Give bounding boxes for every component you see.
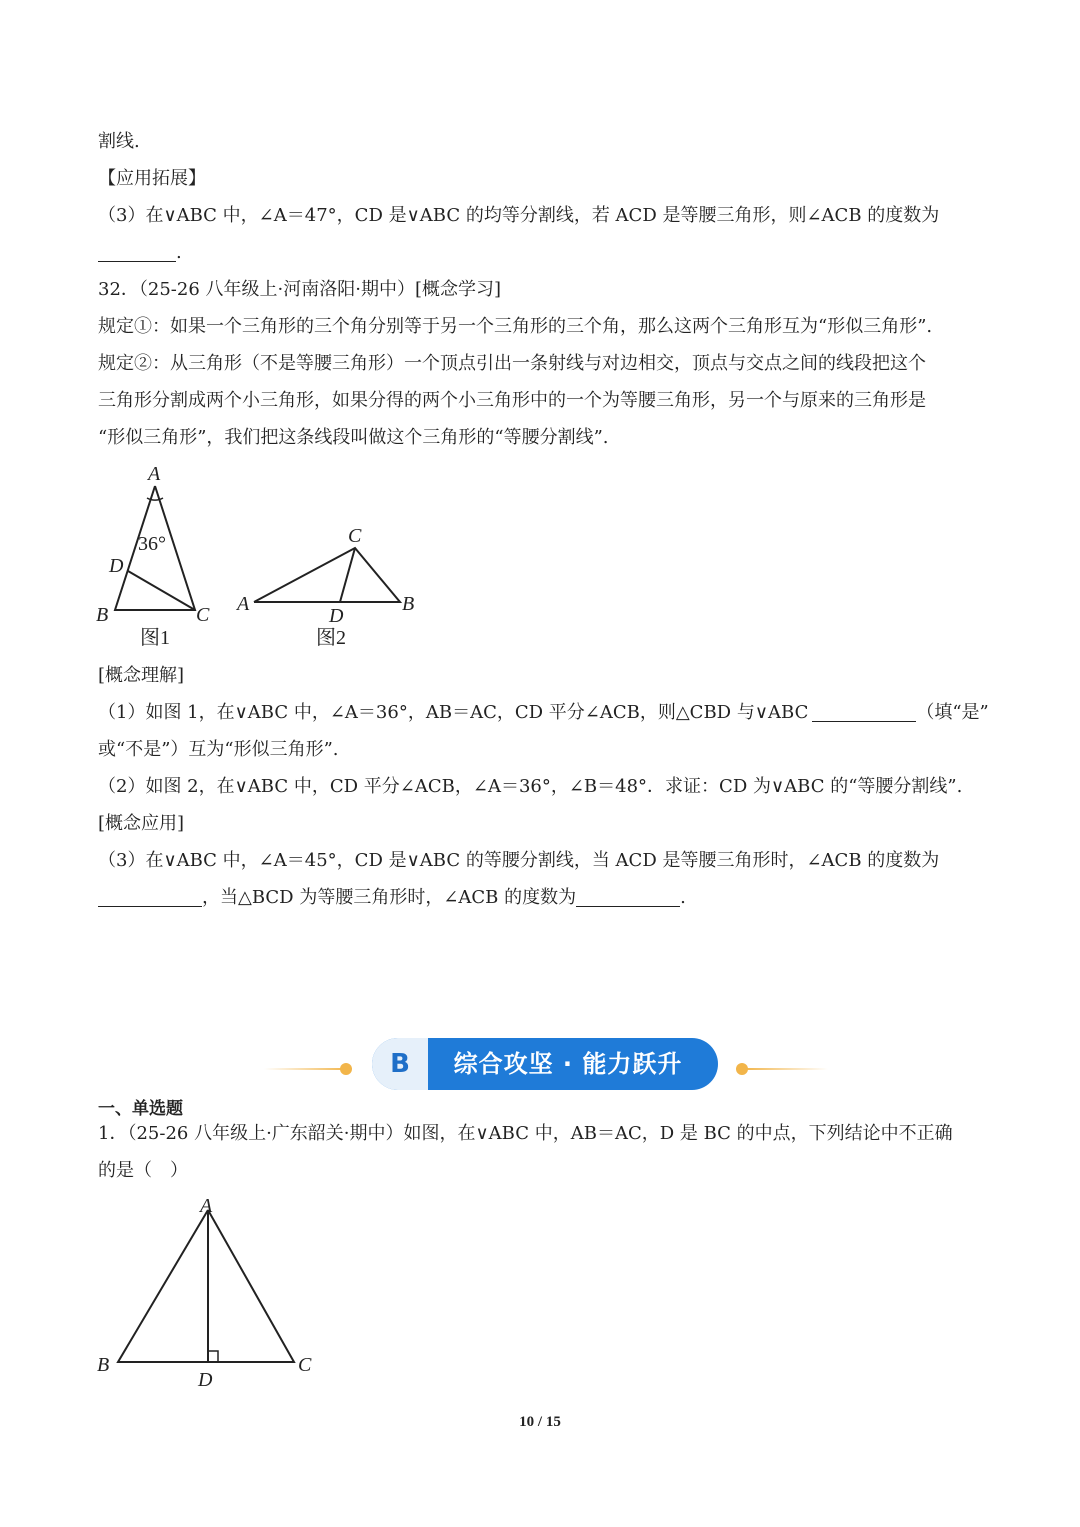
figure-1 [90, 458, 230, 658]
rule-1: 规定①：如果一个三角形的三个角分别等于另一个三角形的三个角，那么这两个三角形互为“形似三角形”. [98, 316, 933, 337]
figure3-label-d: D [198, 1369, 213, 1391]
figure2-label-c: C [348, 525, 362, 547]
figure3-label-b: B [97, 1354, 110, 1376]
section-banner [372, 1038, 718, 1090]
figure2-label-a: A [237, 593, 250, 615]
answer-blank[interactable] [576, 888, 680, 907]
section-heading-application: 【应用拓展】 [98, 168, 206, 189]
figure3-label-c: C [298, 1354, 312, 1376]
banner-left-dot [340, 1063, 352, 1075]
figure1-angle-arc [147, 498, 163, 500]
figure1-caption: 图1 [140, 627, 170, 649]
figure1-label-c: C [196, 604, 210, 626]
answer-blank[interactable] [812, 703, 916, 722]
rule-2-cont2: “形似三角形”，我们把这条线段叫做这个三角形的“等腰分割线”. [98, 427, 609, 448]
figure2-label-d: D [329, 605, 344, 627]
question-32-title: 32．（25-26 八年级上·河南洛阳·期中）[概念学习] [98, 279, 502, 300]
figure2-label-b: B [402, 593, 415, 615]
question-32-part2: （2）如图 2，在∨ABC 中，CD 平分∠ACB，∠A＝36°，∠B＝48°．求证：CD 为∨ABC 的“等腰分割线”. [98, 776, 963, 797]
banner-letter: B [372, 1038, 428, 1090]
figure3-label-a: A [200, 1195, 213, 1217]
answer-blank[interactable] [98, 888, 202, 907]
question-32-part1: （1）如图 1，在∨ABC 中，∠A＝36°，AB＝AC，CD 平分∠ACB，则△CBD 与∨ABC （填“是” [98, 702, 989, 723]
figure-3 [92, 1190, 332, 1400]
banner-left-line [264, 1068, 348, 1070]
figure3-right-angle-mark [208, 1351, 218, 1362]
figure-2 [230, 522, 430, 662]
banner-title: 综合攻坚 · 能力跃升 [453, 1050, 683, 1078]
question-1-cont: 的是（ ） [98, 1160, 188, 1181]
answer-blank[interactable] [98, 243, 176, 262]
figure2-caption: 图2 [316, 627, 346, 649]
banner-right-line [744, 1068, 828, 1070]
figure1-label-b: B [96, 604, 109, 626]
figure2-segment-cd [340, 548, 355, 602]
figure1-label-a: A [148, 463, 161, 485]
question-32-part1-cont: 或“不是”）互为“形似三角形”. [98, 739, 339, 760]
rule-2: 规定②：从三角形（不是等腰三角形）一个顶点引出一条射线与对边相交，顶点与交点之间的线段把这个 [98, 353, 926, 374]
figure2-triangle [254, 548, 400, 602]
section-heading-understanding: [概念理解] [98, 665, 185, 686]
rule-2-cont: 三角形分割成两个小三角形，如果分得的两个小三角形中的一个为等腰三角形，另一个与原来的三角形是 [98, 390, 926, 411]
question-32-part3: （3）在∨ABC 中，∠A＝45°，CD 是∨ABC 的等腰分割线，当 ACD 是等腰三角形时，∠ACB 的度数为 [98, 850, 940, 871]
question-31-part3: （3）在∨ABC 中，∠A＝47°，CD 是∨ABC 的均等分割线，若 ACD 是等腰三角形，则∠ACB 的度数为 [98, 205, 940, 226]
figure1-label-d: D [109, 555, 124, 577]
figure1-angle-label: 36° [138, 533, 166, 555]
text-line: 割线. [98, 131, 140, 152]
section-heading-single-choice: 一、单选题 [98, 1099, 183, 1119]
section-heading-application2: [概念应用] [98, 813, 185, 834]
figure3-triangle [118, 1210, 294, 1362]
page-number: 10 / 15 [519, 1414, 561, 1430]
question-32-part3-cont: ，当△BCD 为等腰三角形时，∠ACB 的度数为 . [98, 886, 686, 910]
answer-line: . [98, 241, 182, 265]
question-1: 1．（25-26 八年级上·广东韶关·期中）如图，在∨ABC 中，AB＝AC，D 是 BC 的中点，下列结论中不正确 [98, 1123, 953, 1144]
